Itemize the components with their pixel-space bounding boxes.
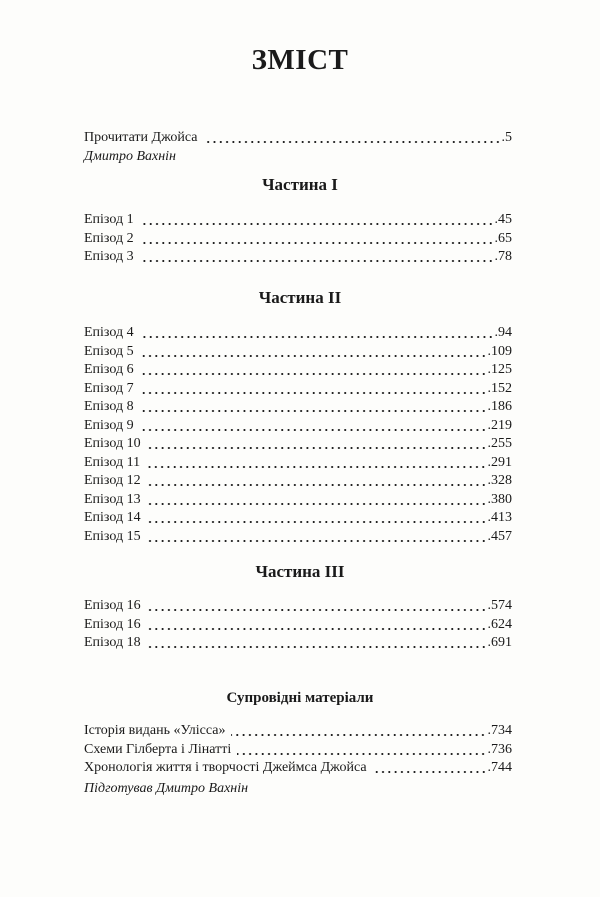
toc-entry[interactable] [84,211,512,230]
page-title: ЗМІСТ [251,44,349,76]
entry-label: Епізод 16 [84,598,141,613]
dot-leader [140,241,494,245]
entry-page: .380 [487,491,512,507]
appendix-section [84,722,512,798]
dot-leader [147,502,487,506]
toc-entry[interactable] [84,616,512,635]
appendix-author: Підготував Дмитро Вахнін [84,780,249,796]
entry-page: .744 [487,760,512,775]
entry-page: .78 [494,249,512,264]
entry-page: .624 [487,616,512,632]
toc-entry[interactable] [84,454,512,473]
dot-leader [140,222,494,226]
entry-page: .328 [487,473,512,488]
toc-entry[interactable] [84,380,512,399]
dot-leader [140,372,487,376]
dot-leader [140,354,487,358]
entry-label: Епізод 7 [84,380,134,396]
dot-leader [373,770,487,774]
dot-leader [147,645,487,649]
toc-entry[interactable] [84,361,512,380]
entry-page: .65 [494,230,512,246]
entry-label: Епізод 8 [84,399,134,414]
part-heading: Частина III [255,562,345,581]
entry-label: Епізод 2 [84,230,134,246]
entry-page: .736 [487,741,512,757]
entry-label: Епізод 15 [84,528,141,544]
toc-entry[interactable] [84,435,512,454]
intro-author: Дмитро Вахнін [84,148,176,164]
part-heading: Частина I [262,175,338,194]
toc-entry[interactable] [84,634,512,653]
toc-entry[interactable] [84,491,512,510]
entry-label: Хронологія життя і творчості Джеймса Джойса [84,760,367,775]
dot-leader [140,409,487,413]
part-1-list [84,211,512,267]
intro-section [84,129,512,166]
toc-entry[interactable] [84,417,512,436]
part-3-list [84,597,512,653]
entry-page: .734 [487,723,512,738]
dot-leader [140,428,487,432]
entry-label: Епізод 3 [84,249,134,264]
entry-page: .125 [487,362,512,377]
toc-entry[interactable] [84,343,512,362]
entry-label: Епізод 1 [84,212,134,227]
toc-entry[interactable] [84,597,512,616]
entry-label: Епізод 11 [84,454,141,470]
entry-label: Епізод 18 [84,635,141,650]
dot-leader [147,483,487,487]
dot-leader [146,465,486,469]
entry-page: .691 [487,635,512,650]
toc-entry[interactable] [84,759,512,778]
entry-page: .413 [487,510,512,525]
entry-page: .219 [487,417,512,433]
entry-label: Епізод 16 [84,616,141,632]
toc-entry[interactable] [84,741,512,760]
entry-page: .457 [487,528,512,544]
entry-page: .45 [494,212,512,227]
appendix-heading: Супровідні матеріали [226,690,374,706]
entry-label: Епізод 5 [84,343,134,359]
entry-label: Епізод 12 [84,473,141,488]
dot-leader [231,733,486,737]
entry-label: Епізод 14 [84,510,141,525]
toc-entry[interactable] [84,509,512,528]
entry-label: Схеми Гілберта і Лінатті [84,741,232,757]
part-heading: Частина II [258,288,342,307]
entry-label: Епізод 4 [84,325,134,340]
entry-page: .109 [487,343,512,359]
entry-label: Історія видань «Улісса» [84,723,226,738]
dot-leader [140,335,494,339]
entry-page: .255 [487,436,512,451]
toc-entry[interactable] [84,398,512,417]
entry-label: Епізод 10 [84,436,141,451]
dot-leader [140,391,487,395]
dot-leader [204,140,501,144]
dot-leader [140,259,494,263]
entry-page: .574 [487,598,512,613]
dot-leader [147,539,487,543]
dot-leader [147,608,487,612]
dot-leader [147,627,487,631]
entry-label: Епізод 13 [84,491,141,507]
toc-entry[interactable] [84,324,512,343]
entry-label: Епізод 6 [84,362,134,377]
toc-entry[interactable] [84,722,512,741]
toc-entry[interactable] [84,230,512,249]
dot-leader [147,520,487,524]
toc-entry[interactable] [84,472,512,491]
entry-page: .291 [487,454,512,470]
toc-entry[interactable] [84,129,512,148]
entry-page: .94 [494,325,512,340]
entry-label: Прочитати Джойса [84,130,198,145]
entry-page: .152 [487,380,512,396]
dot-leader [147,446,487,450]
part-2-list [84,324,512,546]
dot-leader [237,752,486,756]
entry-label: Епізод 9 [84,417,134,433]
toc-entry[interactable] [84,528,512,547]
toc-entry[interactable] [84,248,512,267]
entry-page: .5 [501,130,512,145]
entry-page: .186 [487,399,512,414]
